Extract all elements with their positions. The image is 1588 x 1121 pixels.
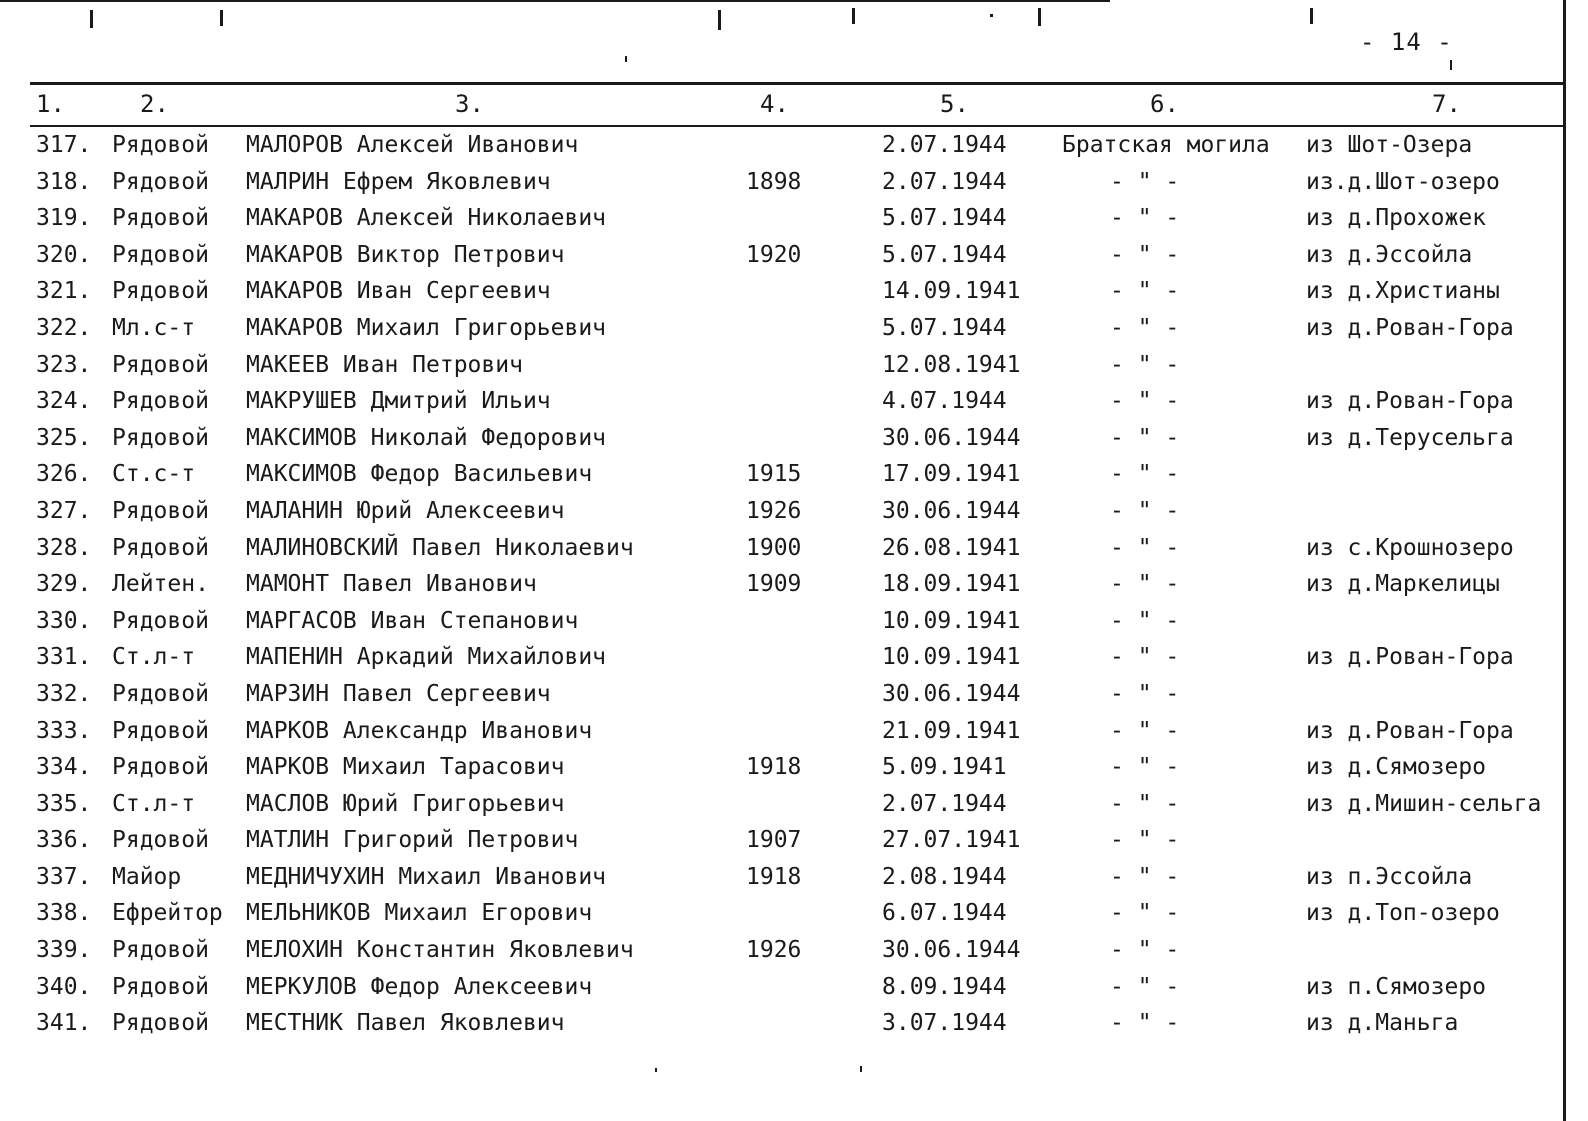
row-origin: из д.Рован-Гора — [1306, 388, 1514, 415]
row-date: 26.08.1941 — [882, 534, 1021, 561]
row-origin: из д.Рован-Гора — [1306, 644, 1514, 671]
row-origin: из д.Терусельга — [1306, 424, 1514, 451]
table-row — [0, 604, 1588, 641]
row-burial: - " - — [1110, 680, 1180, 707]
row-number: 336. — [36, 827, 92, 854]
row-rank: Рядовой — [112, 534, 209, 561]
page-number: - 14 - — [1360, 28, 1453, 56]
row-rank: Рядовой — [112, 717, 209, 744]
row-date: 6.07.1944 — [882, 900, 1007, 927]
row-number: 333. — [36, 717, 92, 744]
row-birth-year: 1920 — [746, 241, 802, 268]
row-rank: Мл.с-т — [112, 314, 196, 341]
row-origin: из п.Сямозеро — [1306, 973, 1487, 1000]
row-name: МАКАРОВ Алексей Николаевич — [246, 205, 607, 232]
table-row — [0, 457, 1588, 494]
row-number: 317. — [36, 132, 92, 158]
row-name: МЕЛЬНИКОВ Михаил Егорович — [246, 900, 593, 927]
row-burial: - " - — [1110, 900, 1180, 927]
column-header-1: 1. — [36, 90, 65, 118]
row-rank: Рядовой — [112, 754, 209, 781]
row-name: МАСЛОВ Юрий Григорьевич — [246, 790, 565, 817]
row-name: МАЛАНИН Юрий Алексеевич — [246, 497, 565, 524]
header-rule-bottom — [30, 125, 1565, 127]
row-number: 340. — [36, 973, 92, 1000]
row-date: 30.06.1944 — [882, 497, 1021, 524]
table-row — [0, 567, 1588, 604]
row-date: 10.09.1941 — [882, 607, 1021, 634]
row-number: 334. — [36, 754, 92, 781]
row-birth-year: 1915 — [746, 461, 802, 488]
row-name: МАРКОВ Александр Иванович — [246, 717, 593, 744]
row-date: 30.06.1944 — [882, 937, 1021, 964]
row-burial: - " - — [1110, 571, 1180, 598]
row-rank: Рядовой — [112, 168, 209, 195]
row-burial: Братская могила — [1062, 132, 1270, 158]
row-rank: Рядовой — [112, 388, 209, 415]
row-name: МАПЕНИН Аркадий Михайлович — [246, 644, 607, 671]
row-origin: из д.Топ-озеро — [1306, 900, 1500, 927]
row-burial: - " - — [1110, 461, 1180, 488]
row-birth-year: 1900 — [746, 534, 802, 561]
row-birth-year: 1898 — [746, 168, 802, 195]
row-name: МАКАРОВ Иван Сергеевич — [246, 278, 551, 305]
table-row — [0, 1006, 1588, 1043]
row-burial: - " - — [1110, 241, 1180, 268]
row-date: 5.07.1944 — [882, 205, 1007, 232]
row-burial: - " - — [1110, 388, 1180, 415]
row-burial: - " - — [1110, 644, 1180, 671]
row-origin: из с.Крошнозеро — [1306, 534, 1514, 561]
row-birth-year: 1926 — [746, 937, 802, 964]
table-row — [0, 494, 1588, 531]
table-row — [0, 714, 1588, 751]
row-name: МАКЕЕВ Иван Петрович — [246, 351, 523, 378]
row-name: МАМОНТ Павел Иванович — [246, 571, 537, 598]
row-name: МЕРКУЛОВ Федор Алексеевич — [246, 973, 593, 1000]
row-rank: Ст.л-т — [112, 790, 196, 817]
row-name: МАКАРОВ Михаил Григорьевич — [246, 314, 607, 341]
record-list — [0, 128, 1588, 1043]
row-burial: - " - — [1110, 168, 1180, 195]
table-row — [0, 421, 1588, 458]
row-date: 2.07.1944 — [882, 132, 1007, 158]
row-burial: - " - — [1110, 497, 1180, 524]
row-burial: - " - — [1110, 278, 1180, 305]
table-row — [0, 677, 1588, 714]
row-burial: - " - — [1110, 205, 1180, 232]
row-date: 27.07.1941 — [882, 827, 1021, 854]
row-date: 18.09.1941 — [882, 571, 1021, 598]
row-burial: - " - — [1110, 534, 1180, 561]
row-origin: из д.Маньга — [1306, 1010, 1459, 1037]
row-origin: из д.Христианы — [1306, 278, 1500, 305]
table-row — [0, 165, 1588, 202]
column-header-7: 7. — [1432, 90, 1461, 118]
table-row — [0, 787, 1588, 824]
row-burial: - " - — [1110, 351, 1180, 378]
row-origin: из д.Сямозеро — [1306, 754, 1487, 781]
row-date: 8.09.1944 — [882, 973, 1007, 1000]
row-rank: Ст.л-т — [112, 644, 196, 671]
table-row — [0, 238, 1588, 275]
row-name: МАЛИНОВСКИЙ Павел Николаевич — [246, 534, 634, 561]
row-origin: из д.Эссойла — [1306, 241, 1473, 268]
table-row — [0, 970, 1588, 1007]
column-header-6: 6. — [1150, 90, 1179, 118]
row-date: 2.08.1944 — [882, 863, 1007, 890]
row-number: 319. — [36, 205, 92, 232]
row-number: 324. — [36, 388, 92, 415]
row-origin: из д.Рован-Гора — [1306, 717, 1514, 744]
table-row — [0, 531, 1588, 568]
row-rank: Рядовой — [112, 607, 209, 634]
column-header-3: 3. — [455, 90, 484, 118]
row-number: 341. — [36, 1010, 92, 1037]
row-date: 14.09.1941 — [882, 278, 1021, 305]
row-burial: - " - — [1110, 314, 1180, 341]
row-burial: - " - — [1110, 827, 1180, 854]
row-name: МАКСИМОВ Николай Федорович — [246, 424, 607, 451]
row-rank: Лейтен. — [112, 571, 209, 598]
row-rank: Рядовой — [112, 497, 209, 524]
table-row — [0, 640, 1588, 677]
row-burial: - " - — [1110, 973, 1180, 1000]
column-header-5: 5. — [940, 90, 969, 118]
row-number: 337. — [36, 863, 92, 890]
row-burial: - " - — [1110, 424, 1180, 451]
table-row — [0, 201, 1588, 238]
row-origin: из д.Мишин-сельга — [1306, 790, 1542, 817]
row-date: 21.09.1941 — [882, 717, 1021, 744]
table-row — [0, 823, 1588, 860]
row-burial: - " - — [1110, 937, 1180, 964]
row-number: 330. — [36, 607, 92, 634]
row-name: МЕСТНИК Павел Яковлевич — [246, 1010, 565, 1037]
row-burial: - " - — [1110, 754, 1180, 781]
row-date: 30.06.1944 — [882, 424, 1021, 451]
column-header-row — [0, 90, 1588, 124]
row-name: МАЛОРОВ Алексей Иванович — [246, 132, 579, 158]
row-rank: Ефрейтор — [112, 900, 223, 927]
row-rank: Рядовой — [112, 424, 209, 451]
header-rule-top — [30, 82, 1565, 85]
row-number: 331. — [36, 644, 92, 671]
table-row — [0, 348, 1588, 385]
row-date: 4.07.1944 — [882, 388, 1007, 415]
row-number: 320. — [36, 241, 92, 268]
table-row — [0, 311, 1588, 348]
row-birth-year: 1926 — [746, 497, 802, 524]
row-rank: Рядовой — [112, 680, 209, 707]
row-rank: Майор — [112, 863, 182, 890]
table-row — [0, 384, 1588, 421]
row-birth-year: 1918 — [746, 754, 802, 781]
row-rank: Рядовой — [112, 1010, 209, 1037]
column-header-4: 4. — [760, 90, 789, 118]
row-rank: Рядовой — [112, 351, 209, 378]
row-origin: из Шот-Озера — [1306, 132, 1473, 158]
row-rank: Рядовой — [112, 278, 209, 305]
row-origin: из д.Прохожек — [1306, 205, 1487, 232]
row-birth-year: 1907 — [746, 827, 802, 854]
row-number: 326. — [36, 461, 92, 488]
row-date: 2.07.1944 — [882, 168, 1007, 195]
row-burial: - " - — [1110, 863, 1180, 890]
row-origin: из.д.Шот-озеро — [1306, 168, 1500, 195]
row-name: МАЛРИН Ефрем Яковлевич — [246, 168, 551, 195]
row-rank: Рядовой — [112, 205, 209, 232]
row-date: 17.09.1941 — [882, 461, 1021, 488]
row-name: МАРГАСОВ Иван Степанович — [246, 607, 579, 634]
row-rank: Рядовой — [112, 132, 209, 158]
row-origin: из д.Маркелицы — [1306, 571, 1500, 598]
table-row — [0, 128, 1588, 165]
row-date: 3.07.1944 — [882, 1010, 1007, 1037]
row-rank: Рядовой — [112, 241, 209, 268]
row-number: 328. — [36, 534, 92, 561]
row-rank: Рядовой — [112, 827, 209, 854]
row-date: 5.07.1944 — [882, 314, 1007, 341]
row-birth-year: 1918 — [746, 863, 802, 890]
row-origin: из д.Рован-Гора — [1306, 314, 1514, 341]
column-header-2: 2. — [140, 90, 169, 118]
row-number: 329. — [36, 571, 92, 598]
row-name: МАРКОВ Михаил Тарасович — [246, 754, 565, 781]
row-date: 2.07.1944 — [882, 790, 1007, 817]
row-burial: - " - — [1110, 1010, 1180, 1037]
row-name: МАКРУШЕВ Дмитрий Ильич — [246, 388, 551, 415]
row-number: 327. — [36, 497, 92, 524]
table-row — [0, 274, 1588, 311]
row-burial: - " - — [1110, 607, 1180, 634]
row-number: 332. — [36, 680, 92, 707]
row-date: 30.06.1944 — [882, 680, 1021, 707]
row-date: 5.09.1941 — [882, 754, 1007, 781]
row-burial: - " - — [1110, 790, 1180, 817]
row-name: МАРЗИН Павел Сергеевич — [246, 680, 551, 707]
row-number: 339. — [36, 937, 92, 964]
row-date: 10.09.1941 — [882, 644, 1021, 671]
table-row — [0, 750, 1588, 787]
row-number: 322. — [36, 314, 92, 341]
table-row — [0, 896, 1588, 933]
row-number: 335. — [36, 790, 92, 817]
row-name: МЕЛОХИН Константин Яковлевич — [246, 937, 634, 964]
row-name: МАКАРОВ Виктор Петрович — [246, 241, 565, 268]
row-number: 338. — [36, 900, 92, 927]
row-date: 5.07.1944 — [882, 241, 1007, 268]
row-name: МЕДНИЧУХИН Михаил Иванович — [246, 863, 607, 890]
row-number: 321. — [36, 278, 92, 305]
row-name: МАКСИМОВ Федор Васильевич — [246, 461, 593, 488]
row-name: МАТЛИН Григорий Петрович — [246, 827, 579, 854]
table-row — [0, 933, 1588, 970]
row-rank: Рядовой — [112, 937, 209, 964]
top-border-line — [0, 0, 1110, 2]
row-date: 12.08.1941 — [882, 351, 1021, 378]
row-origin: из п.Эссойла — [1306, 863, 1473, 890]
row-rank: Рядовой — [112, 973, 209, 1000]
row-number: 318. — [36, 168, 92, 195]
row-birth-year: 1909 — [746, 571, 802, 598]
row-number: 325. — [36, 424, 92, 451]
row-burial: - " - — [1110, 717, 1180, 744]
row-rank: Ст.с-т — [112, 461, 196, 488]
table-row — [0, 860, 1588, 897]
row-number: 323. — [36, 351, 92, 378]
